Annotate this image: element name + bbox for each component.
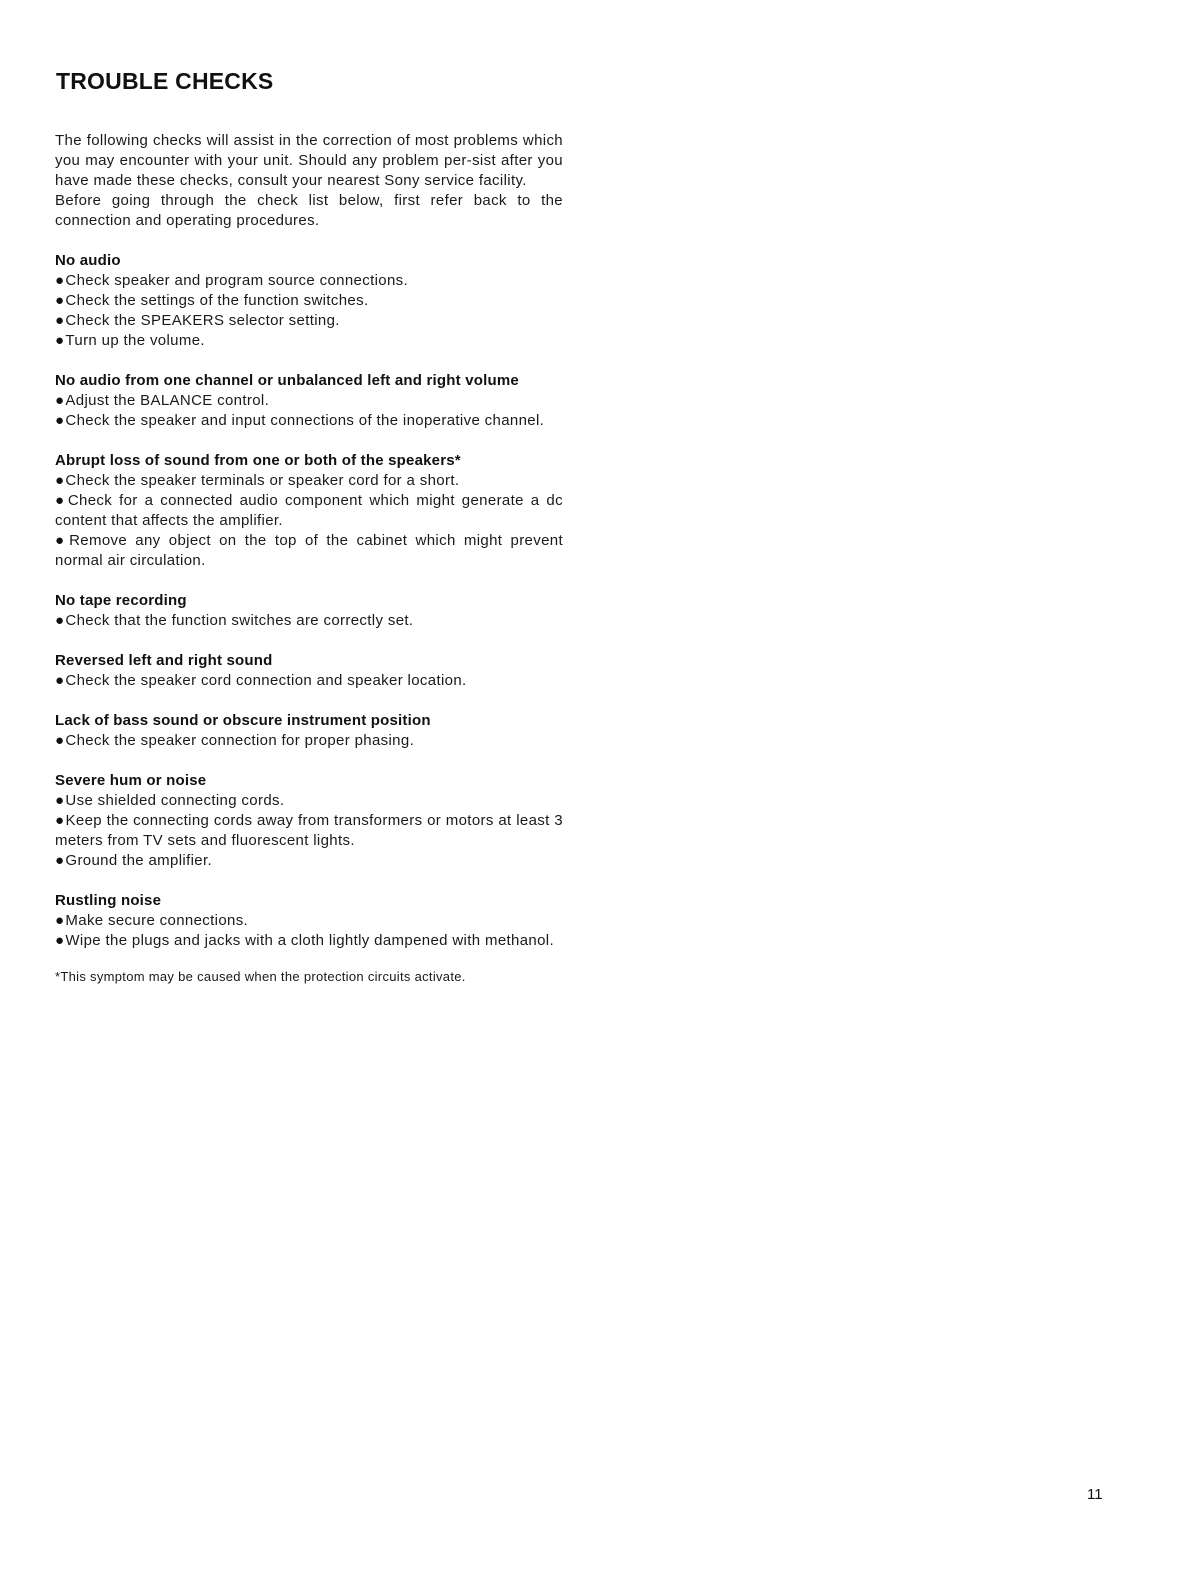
check-text: Check the SPEAKERS selector setting. [65, 312, 340, 329]
bullet-icon: ● [55, 312, 65, 329]
bullet-icon: ● [55, 732, 65, 749]
bullet-icon: ● [55, 272, 65, 289]
bullet-icon: ● [55, 292, 65, 309]
bullet-icon: ● [55, 852, 65, 869]
check-item [55, 331, 563, 351]
check-text: Turn up the volume. [65, 332, 205, 349]
bullet-icon: ● [55, 612, 65, 629]
check-item [55, 411, 563, 431]
bullet-icon: ● [55, 392, 65, 409]
bullet-icon: ● [55, 792, 65, 809]
check-text: Remove any object on the top of the cabinet which might prevent normal air circulation. [55, 532, 563, 569]
check-text: Keep the connecting cords away from transformers or motors at least 3 meters from TV sets and fluorescent lights. [55, 812, 563, 849]
check-list [55, 731, 563, 751]
check-item [55, 491, 563, 531]
section-abrupt-loss [55, 451, 563, 571]
section-heading: Severe hum or noise [55, 772, 207, 789]
section-hum-noise [55, 771, 563, 871]
check-text: Ground the amplifier. [65, 852, 213, 869]
section-heading: Abrupt loss of sound from one or both of the speakers* [55, 452, 461, 469]
page-title: TROUBLE CHECKS [56, 68, 274, 94]
section-heading: No audio [55, 252, 121, 269]
bullet-icon: ● [55, 412, 65, 429]
section-unbalanced-channel [55, 371, 563, 431]
bullet-icon: ● [55, 332, 65, 349]
check-list [55, 271, 563, 351]
check-item [55, 791, 563, 811]
intro-paragraph: Before going through the check list below, first refer back to the connection and operating procedures. [55, 192, 563, 229]
check-list [55, 391, 563, 431]
check-text: Check for a connected audio component which might generate a dc content that affects the amplifier. [55, 492, 563, 529]
section-heading: Lack of bass sound or obscure instrument position [55, 712, 431, 729]
check-list [55, 611, 563, 631]
section-heading: No audio from one channel or unbalanced left and right volume [55, 372, 519, 389]
section-reversed-sound [55, 651, 563, 691]
section-no-audio [55, 251, 563, 351]
section-heading: Rustling noise [55, 892, 162, 909]
check-item [55, 291, 563, 311]
check-item [55, 391, 563, 411]
bullet-icon: ● [55, 912, 65, 929]
section-lack-of-bass [55, 711, 563, 751]
check-list [55, 471, 563, 571]
section-heading: No tape recording [55, 592, 187, 609]
check-text: Check the speaker connection for proper phasing. [65, 732, 415, 749]
check-item [55, 811, 563, 851]
check-item [55, 911, 563, 931]
check-text: Check the speaker and input connections of the inoperative channel. [65, 412, 545, 429]
bullet-icon: ● [55, 672, 65, 689]
check-text: Make secure connections. [65, 912, 249, 929]
check-item [55, 851, 563, 871]
check-item [55, 311, 563, 331]
check-text: Check the settings of the function switches. [65, 292, 369, 309]
bullet-icon: ● [55, 812, 65, 829]
check-text: Check speaker and program source connections. [65, 272, 409, 289]
intro [55, 131, 563, 231]
check-list [55, 791, 563, 871]
bullet-icon: ● [55, 532, 69, 549]
check-item [55, 731, 563, 751]
check-list [55, 671, 563, 691]
page-number: 11 [1087, 1486, 1103, 1503]
section-rustling-noise [55, 891, 563, 951]
footnote: *This symptom may be caused when the protection circuits activate. [55, 969, 466, 984]
bullet-icon: ● [55, 472, 65, 489]
section-heading: Reversed left and right sound [55, 652, 273, 669]
check-text: Wipe the plugs and jacks with a cloth lightly dampened with methanol. [65, 932, 554, 949]
document-body [55, 131, 563, 987]
check-list [55, 911, 563, 951]
check-item [55, 611, 563, 631]
check-item [55, 671, 563, 691]
check-item [55, 471, 563, 491]
check-text: Use shielded connecting cords. [65, 792, 285, 809]
section-no-tape-recording [55, 591, 563, 631]
check-item [55, 931, 563, 951]
bullet-icon: ● [55, 932, 65, 949]
check-text: Check the speaker terminals or speaker cord for a short. [65, 472, 460, 489]
bullet-icon: ● [55, 492, 67, 509]
check-text: Check the speaker cord connection and speaker location. [65, 672, 467, 689]
check-text: Check that the function switches are correctly set. [65, 612, 414, 629]
intro-paragraph: The following checks will assist in the correction of most problems which you may encounter with your unit. Should any problem per-sist after you have made these checks, consult your nearest Sony service facility. [55, 132, 563, 189]
check-item [55, 531, 563, 571]
check-item [55, 271, 563, 291]
check-text: Adjust the BALANCE control. [65, 392, 270, 409]
